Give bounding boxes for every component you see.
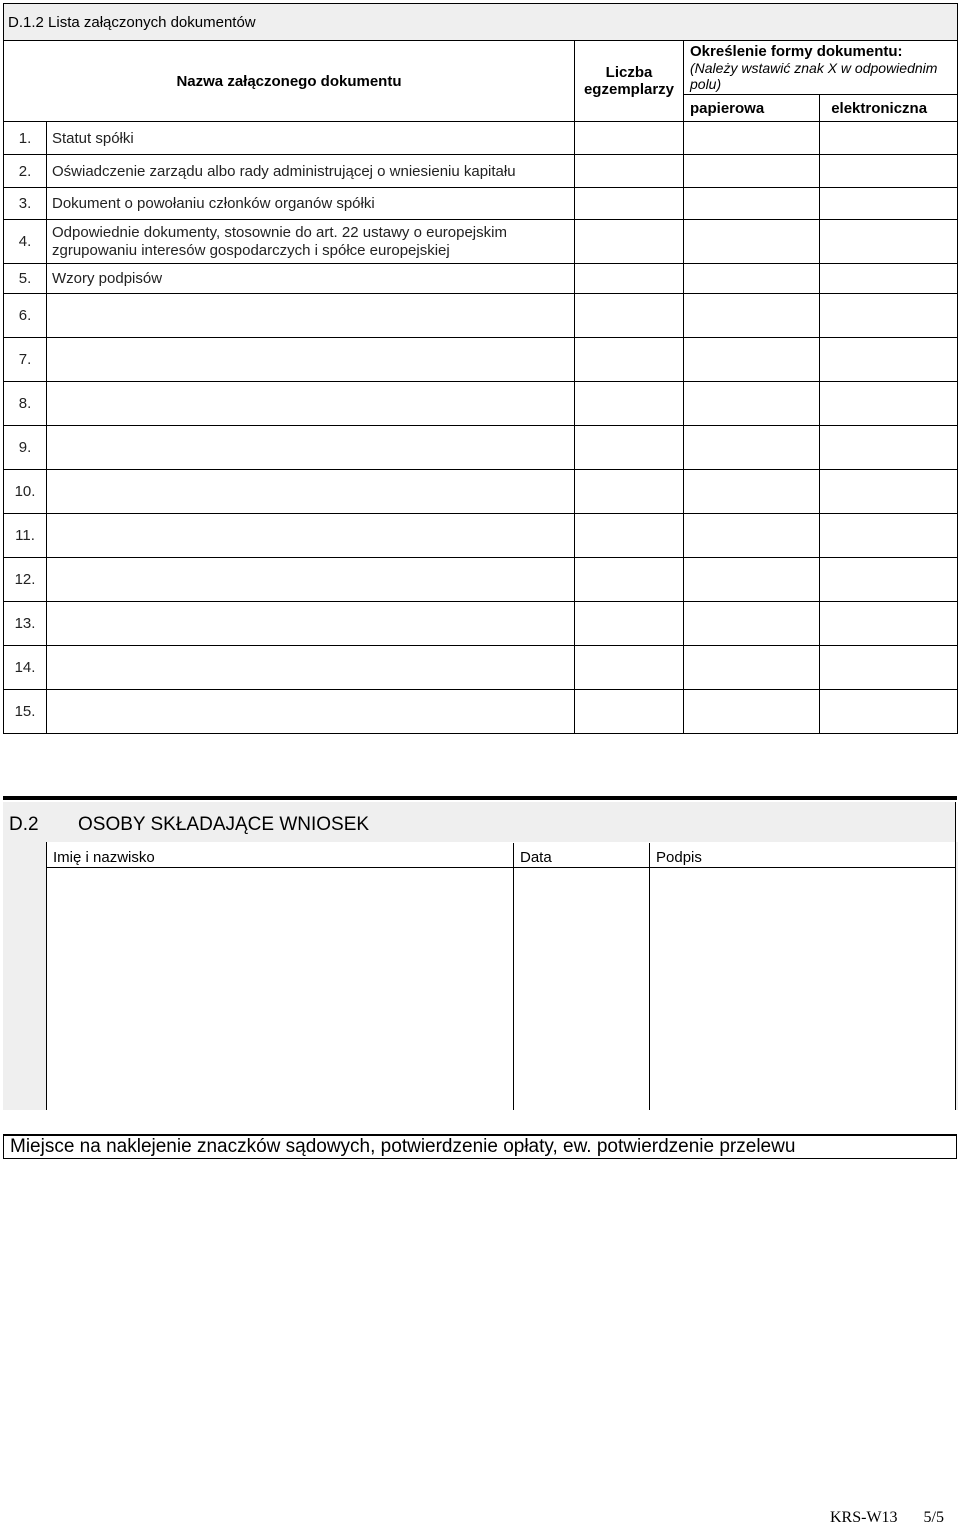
table-row <box>4 155 958 188</box>
count-cell[interactable] <box>575 122 684 155</box>
row-number: 11. <box>4 514 47 558</box>
count-cell[interactable] <box>575 558 684 602</box>
row-number: 4. <box>4 220 47 264</box>
count-cell[interactable] <box>575 646 684 690</box>
document-name: Wzory podpisów <box>47 264 575 294</box>
section-divider <box>3 796 957 800</box>
column-header-paper: papierowa <box>684 95 820 122</box>
row-number: 10. <box>4 470 47 514</box>
count-cell[interactable] <box>575 155 684 188</box>
row-number: 13. <box>4 602 47 646</box>
table-row <box>4 558 958 602</box>
applicant-signature-label: Podpis <box>656 849 702 866</box>
electronic-cell[interactable] <box>820 558 958 602</box>
applicant-name-header <box>47 843 514 868</box>
column-header-form <box>684 41 958 95</box>
electronic-cell[interactable] <box>820 338 958 382</box>
document-name-field[interactable] <box>47 382 575 426</box>
document-name: Dokument o powołaniu członków organów spółki <box>47 188 575 220</box>
row-number: 3. <box>4 188 47 220</box>
document-name-field[interactable] <box>47 338 575 382</box>
electronic-cell[interactable] <box>820 122 958 155</box>
table-row <box>4 646 958 690</box>
row-number: 15. <box>4 690 47 734</box>
paper-cell[interactable] <box>684 264 820 294</box>
count-cell[interactable] <box>575 514 684 558</box>
document-name: Odpowiednie dokumenty, stosownie do art. 22 ustawy o europejskim zgrupowaniu interesów gospodarczych i spółce europejskiej <box>47 220 575 264</box>
paper-cell[interactable] <box>684 602 820 646</box>
count-cell[interactable] <box>575 294 684 338</box>
paper-cell[interactable] <box>684 122 820 155</box>
electronic-cell[interactable] <box>820 470 958 514</box>
right-margin-strip <box>955 842 958 1110</box>
left-margin-strip <box>3 842 47 1110</box>
column-header-name: Nazwa załączonego dokumentu <box>4 41 575 122</box>
row-number: 6. <box>4 294 47 338</box>
row-number: 2. <box>4 155 47 188</box>
electronic-cell[interactable] <box>820 188 958 220</box>
section-title: OSOBY SKŁADAJĄCE WNIOSEK <box>78 814 370 835</box>
electronic-cell[interactable] <box>820 602 958 646</box>
table-row <box>4 122 958 155</box>
count-cell[interactable] <box>575 470 684 514</box>
page-footer <box>830 1509 944 1527</box>
count-cell[interactable] <box>575 690 684 734</box>
form-code: KRS-W13 <box>829 1509 898 1526</box>
row-number: 14. <box>4 646 47 690</box>
count-cell[interactable] <box>575 382 684 426</box>
form-header-note: (Należy wstawić znak X w odpowiednim polu) <box>690 60 938 92</box>
section-header-d2 <box>3 802 956 842</box>
row-number: 9. <box>4 426 47 470</box>
electronic-cell[interactable] <box>820 294 958 338</box>
document-name-field[interactable] <box>47 690 575 734</box>
row-number: 1. <box>4 122 47 155</box>
applicant-signature-area[interactable] <box>650 868 955 1110</box>
electronic-cell[interactable] <box>820 264 958 294</box>
attached-documents-table <box>3 3 958 734</box>
electronic-cell[interactable] <box>820 220 958 264</box>
table-row <box>4 426 958 470</box>
fee-stamp-box <box>3 1134 957 1159</box>
electronic-cell[interactable] <box>820 514 958 558</box>
row-number: 7. <box>4 338 47 382</box>
electronic-cell[interactable] <box>820 155 958 188</box>
count-cell[interactable] <box>575 220 684 264</box>
row-number: 8. <box>4 382 47 426</box>
row-number: 12. <box>4 558 47 602</box>
count-cell[interactable] <box>575 264 684 294</box>
count-cell[interactable] <box>575 602 684 646</box>
document-name: Statut spółki <box>47 122 575 155</box>
applicant-signature-header <box>650 843 955 868</box>
paper-cell[interactable] <box>684 426 820 470</box>
paper-cell[interactable] <box>684 646 820 690</box>
column-header-electronic: elektroniczna <box>820 95 958 122</box>
table-row <box>4 294 958 338</box>
table-row <box>4 690 958 734</box>
form-header-label: Określenie formy dokumentu: <box>690 43 903 60</box>
section-title-d12: D.1.2 Lista załączonych dokumentów <box>4 4 958 41</box>
electronic-cell[interactable] <box>820 646 958 690</box>
table-row <box>4 602 958 646</box>
fee-stamp-label: Miejsce na naklejenie znaczków sądowych, potwierdzenie opłaty, ew. potwierdzenie przelewu <box>10 1136 796 1157</box>
document-name-field[interactable] <box>47 470 575 514</box>
paper-cell[interactable] <box>684 514 820 558</box>
paper-cell[interactable] <box>684 294 820 338</box>
electronic-cell[interactable] <box>820 426 958 470</box>
applicant-date-area[interactable] <box>514 868 649 1110</box>
applicant-name-label: Imię i nazwisko <box>53 849 155 866</box>
table-row <box>4 338 958 382</box>
electronic-cell[interactable] <box>820 382 958 426</box>
table-row <box>4 382 958 426</box>
paper-cell[interactable] <box>684 188 820 220</box>
column-header-count: Liczba egzemplarzy <box>575 41 684 122</box>
applicant-date-label: Data <box>520 849 552 866</box>
count-cell[interactable] <box>575 188 684 220</box>
count-cell[interactable] <box>575 338 684 382</box>
count-cell[interactable] <box>575 426 684 470</box>
paper-cell[interactable] <box>684 220 820 264</box>
table-row <box>4 220 958 264</box>
paper-cell[interactable] <box>684 558 820 602</box>
paper-cell[interactable] <box>684 690 820 734</box>
page-number: 5/5 <box>923 1509 944 1526</box>
applicant-name-area[interactable] <box>47 868 513 1110</box>
table-row <box>4 188 958 220</box>
row-number: 5. <box>4 264 47 294</box>
document-name-field[interactable] <box>47 426 575 470</box>
table-row <box>4 470 958 514</box>
table-row <box>4 264 958 294</box>
document-name: Oświadczenie zarządu albo rady administrującej o wniesieniu kapitału <box>47 155 575 188</box>
document-name-field[interactable] <box>47 514 575 558</box>
paper-cell[interactable] <box>684 155 820 188</box>
paper-cell[interactable] <box>684 470 820 514</box>
paper-cell[interactable] <box>684 338 820 382</box>
table-row <box>4 514 958 558</box>
document-name-field[interactable] <box>47 602 575 646</box>
document-name-field[interactable] <box>47 646 575 690</box>
document-name-field[interactable] <box>47 558 575 602</box>
electronic-cell[interactable] <box>820 690 958 734</box>
document-name-field[interactable] <box>47 294 575 338</box>
section-code: D.2 <box>9 814 39 835</box>
paper-cell[interactable] <box>684 382 820 426</box>
applicant-date-header <box>514 843 650 868</box>
